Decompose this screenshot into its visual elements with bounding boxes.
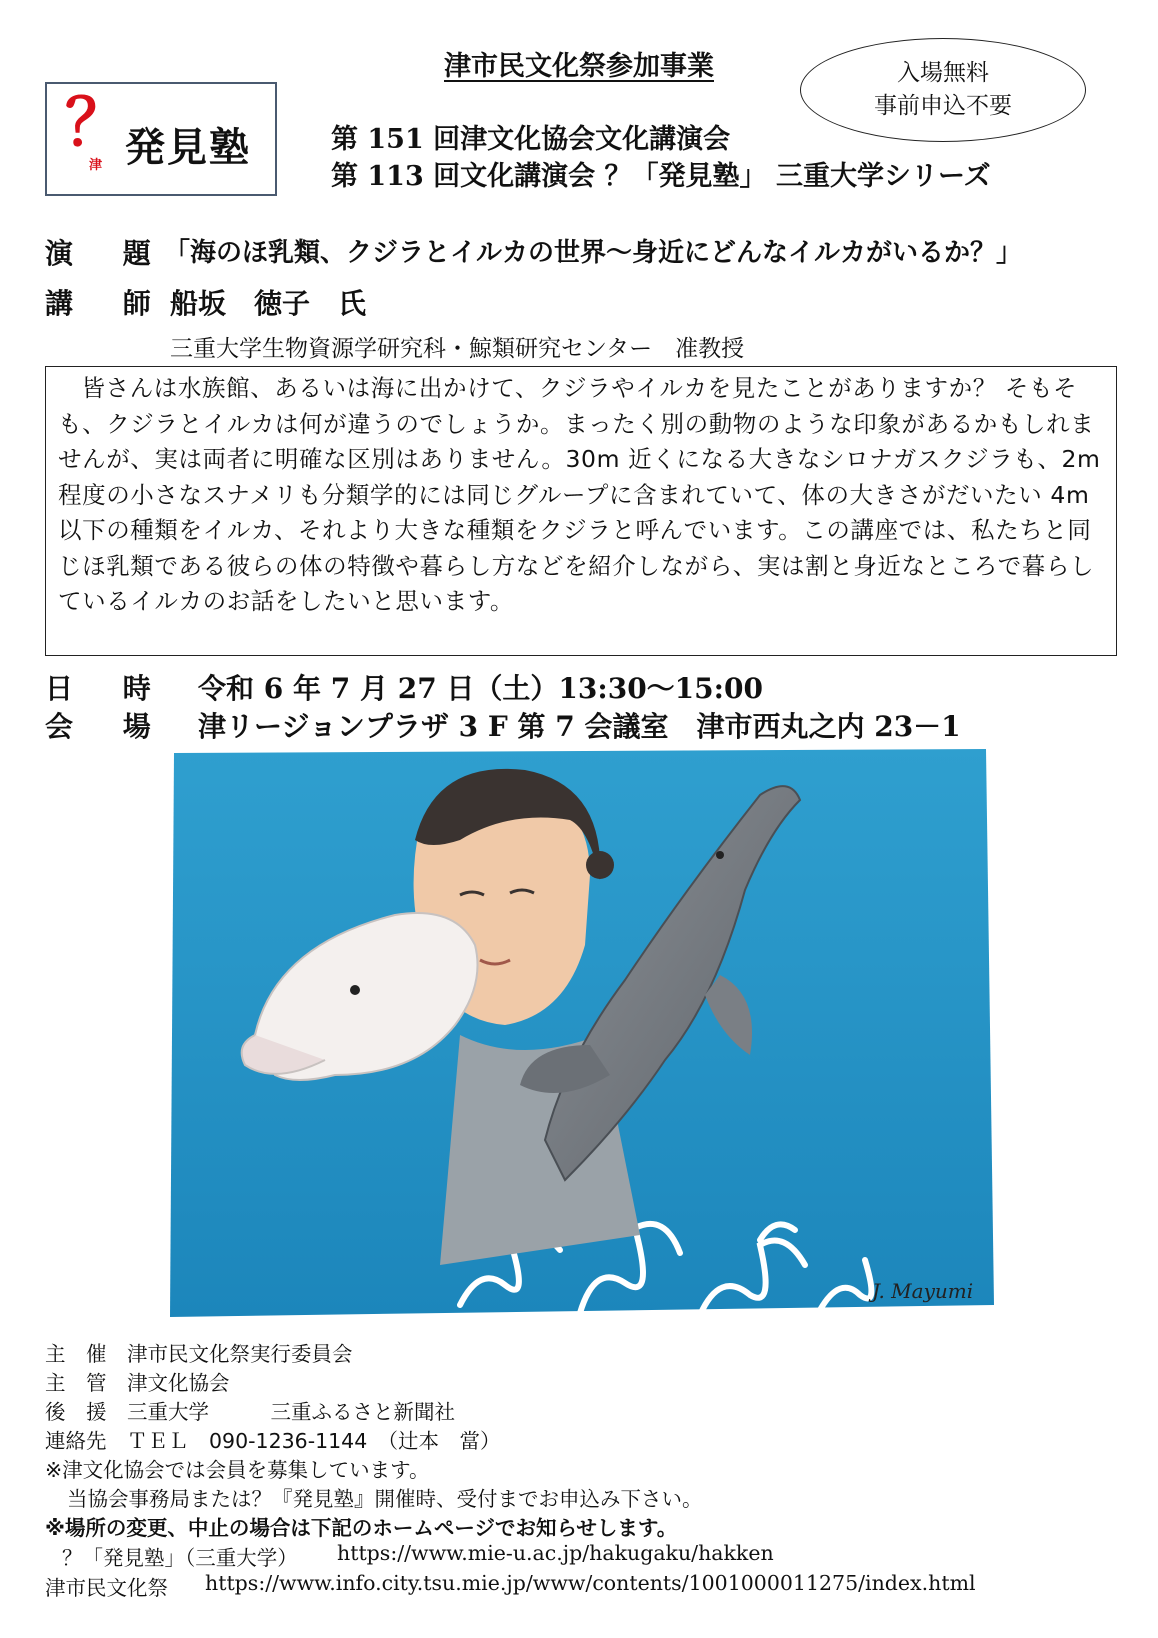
description-box: 皆さんは水族館、あるいは海に出かけて、クジラやイルカを見たことがありますか？ そもそも、クジラとイルカは何が違うのでしょうか。まったく別の動物のような印象があるかもしれませんが、実は両者に明確な区別はありません。30m 近くになる大きなシロナガスクジラも、2m程度の小さなスナメリも分類学的には同じグループに含まれていて、体の大きさがだいたい 4m 以下の種類をイルカ、それより大きな種類をクジラと呼んでいます。この講座では、私たちと同じほ乳類である彼らの体の特徴や暮らし方などを紹介しながら、実は割と身近なところで暮らしているイルカのお話をしたいと思います。 xyxy=(45,366,1117,656)
topic-title: 「海のほ乳類、クジラとイルカの世界～身近にどんなイルカがいるか？」 xyxy=(164,238,1023,268)
link1-label: ？「発見塾」（三重大学） xyxy=(62,1546,298,1570)
lecturer-name: 船坂 徳子 氏 xyxy=(170,287,367,320)
member-note-1: ※津文化協会では会員を募集しています。 xyxy=(45,1458,430,1482)
link1-url[interactable]: https://www.mie-u.ac.jp/hakugaku/hakken xyxy=(337,1541,774,1565)
datetime-value: 令和 6 年 7 月 27 日（土）13:30～15:00 xyxy=(198,672,763,705)
artist-signature: J. Mayumi xyxy=(872,1279,974,1303)
event-header-title: 津市民文化祭参加事業 xyxy=(444,51,714,82)
dolphin-illustration xyxy=(160,745,1000,1323)
hakken-juku-logo xyxy=(45,82,277,196)
venue-value: 津リージョンプラザ 3 F 第 7 会議室 津市西丸之内 23－1 xyxy=(198,710,961,743)
management-line: 主 管 津文化協会 xyxy=(45,1371,230,1395)
logo-text: 発見塾 xyxy=(125,125,251,171)
change-notice: ※場所の変更、中止の場合は下記のホームページでお知らせします。 xyxy=(45,1516,678,1540)
support-line: 後 援 三重大学 三重ふるさと新聞社 xyxy=(45,1400,455,1424)
contact-line: 連絡先 ＴＥＬ 090-1236-1144 （辻本 當） xyxy=(45,1429,501,1453)
link2-url[interactable]: https://www.info.city.tsu.mie.jp/www/contents/1001000011275/index.html xyxy=(205,1571,976,1595)
admission-badge xyxy=(800,38,1086,142)
series-line-1: 第 151 回津文化協会文化講演会 xyxy=(331,124,731,155)
series-line-2: 第 113 回文化講演会 ？「発見塾」 三重大学シリーズ xyxy=(331,161,991,192)
link2-label: 津市民文化祭 xyxy=(45,1576,168,1600)
organizer-line: 主 催 津市民文化祭実行委員会 xyxy=(45,1342,353,1366)
lecturer-label: 講 師 xyxy=(45,287,171,320)
lecturer-affiliation: 三重大学生物資源学研究科・鯨類研究センター 准教授 xyxy=(170,336,745,362)
venue-label: 会 場 xyxy=(45,710,171,743)
topic-label: 演 題 xyxy=(45,237,171,270)
no-reservation: 事前申込不要 xyxy=(874,93,1012,119)
question-mark-icon: ？ xyxy=(65,87,129,161)
member-note-2: 当協会事務局または？『発見塾』開催時、受付までお申込み下さい。 xyxy=(67,1487,703,1511)
datetime-label: 日 時 xyxy=(45,672,171,705)
admission-free: 入場無料 xyxy=(897,60,989,86)
logo-tsu-char: 津 xyxy=(89,158,103,173)
